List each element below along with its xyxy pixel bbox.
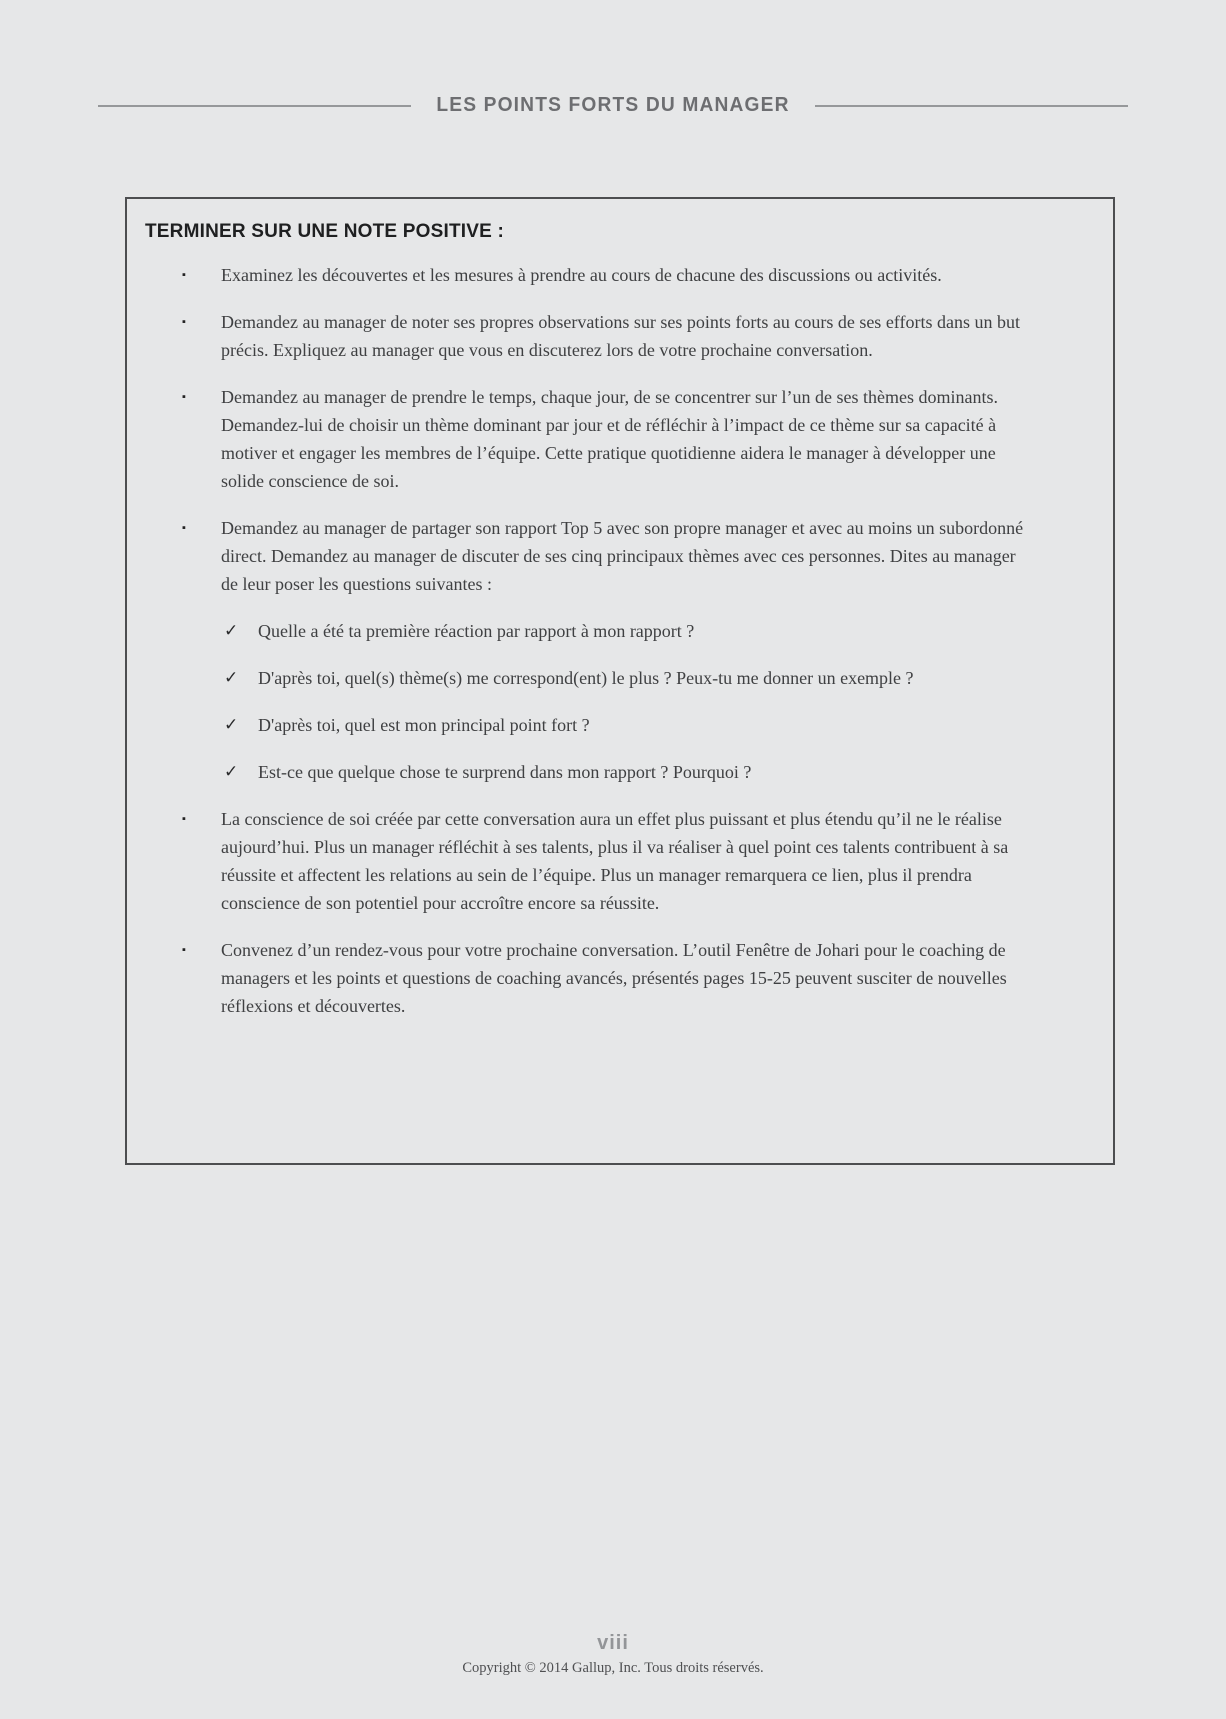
callout-box [125,197,1115,1165]
check-icon: ✓ [224,668,239,687]
check-item [127,711,1113,739]
page-title: LES POINTS FORTS DU MANAGER [436,94,790,116]
bullet-item [127,383,1113,495]
bullet-square-icon: ▪ [182,813,186,825]
bullet-square-icon: ▪ [182,522,186,534]
bullet-list [127,805,1113,1020]
bullet-text: Demandez au manager de partager son rapport Top 5 avec son propre manager et avec au moins un subordonné direct. Demandez au manager de discuter de ses cinq principaux thèmes avec ces personnes. Dites au manager de leur poser les questions suivantes : [221,518,1024,594]
page-footer [0,1632,1226,1677]
bullet-square-icon: ▪ [182,944,186,956]
bullet-item [127,805,1113,917]
check-text: D'après toi, quel(s) thème(s) me correspond(ent) le plus ? Peux-tu me donner un exemple ? [258,668,914,688]
bullet-square-icon: ▪ [182,391,186,403]
header-rule-left [98,105,411,107]
page-header [98,94,1128,117]
bullet-text: Demandez au manager de prendre le temps, chaque jour, de se concentrer sur l’un de ses thèmes dominants. Demandez-lui de choisir un thème dominant par jour et de réfléchir à l’impact de ce thème sur sa capacité à motiver et engager les membres de l’équipe. Cette pratique quotidienne aidera le manager à développer une solide conscience de soi. [221,387,998,491]
page-number: viii [597,1632,629,1654]
bullet-text: Examinez les découvertes et les mesures à prendre au cours de chacune des discussions ou activités. [221,265,942,285]
bullet-text: La conscience de soi créée par cette conversation aura un effet plus puissant et plus étendu qu’il ne le réalise aujourd’hui. Plus un manager réfléchit à ses talents, plus il va réaliser à quel point ces talents contribuent à sa réussite et affectent les relations au sein de l’équipe. Plus un manager remarquera ce lien, plus il prendra conscience de son potentiel pour accroître encore sa réussite. [221,809,1009,913]
check-icon: ✓ [224,715,239,734]
check-item [127,617,1113,645]
check-icon: ✓ [224,762,239,781]
callout-heading: TERMINER SUR UNE NOTE POSITIVE : [145,221,504,242]
bullet-square-icon: ▪ [182,269,186,281]
check-text: Quelle a été ta première réaction par rapport à mon rapport ? [258,621,695,641]
copyright-line: Copyright © 2014 Gallup, Inc. Tous droits réservés. [462,1660,764,1676]
check-item [127,758,1113,786]
bullet-square-icon: ▪ [182,316,186,328]
check-item [127,664,1113,692]
bullet-item [127,936,1113,1020]
bullet-text: Convenez d’un rendez-vous pour votre prochaine conversation. L’outil Fenêtre de Johari pour le coaching de managers et les points et questions de coaching avancés, présentés pages 15-25 peuvent susciter de nouvelles réflexions et découvertes. [221,940,1007,1016]
check-text: Est-ce que quelque chose te surprend dans mon rapport ? Pourquoi ? [258,762,752,782]
bullet-item [127,308,1113,364]
bullet-list [127,261,1113,598]
bullet-item [127,261,1113,289]
bullet-item [127,514,1113,598]
check-text: D'après toi, quel est mon principal point fort ? [258,715,590,735]
check-icon: ✓ [224,621,239,640]
check-list [127,617,1113,786]
bullet-text: Demandez au manager de noter ses propres observations sur ses points forts au cours de ses efforts dans un but précis. Expliquez au manager que vous en discuterez lors de votre prochaine conversation. [221,312,1020,360]
header-rule-right [815,105,1128,107]
